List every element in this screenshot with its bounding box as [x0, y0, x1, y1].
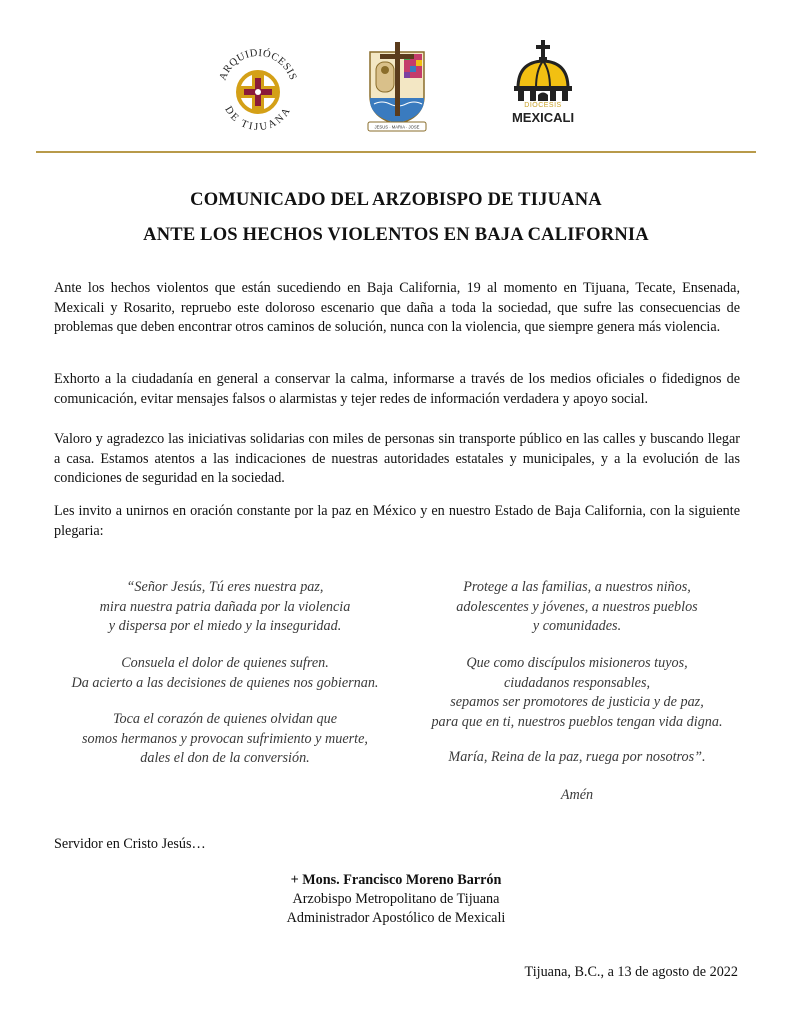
- paragraph-2: Exhorto a la ciudadanía en general a conservar la calma, informarse a través de los medios oficiales o fidedignos de comunicación, evitar mensajes falsos o alarmistas y tejer redes de información verdadera y apoyo social.: [54, 371, 740, 407]
- paragraph-1: Ante los hechos violentos que están sucediendo en Baja California, 19 al momento en Tijuana, Tecate, Ensenada, Mexicali y Rosarito, repruebo este doloroso escenario que daña a toda la sociedad, que sufre las consecuencias de problemas que deben encontrar otros caminos de solución, nunca con la violencia, que siempre genera más violencia.: [54, 280, 740, 335]
- prayer-left-stanza-3: [40, 710, 410, 769]
- archdiocese-tijuana-logo: [210, 42, 306, 138]
- prayer-line: María, Reina de la paz, ruega por nosotros”.: [448, 749, 706, 765]
- document-title-line-2: ANTE LOS HECHOS VIOLENTOS EN BAJA CALIFORNIA: [143, 225, 649, 245]
- shield-banner-text: JESUS · MARIA · JOSE: [374, 124, 420, 130]
- coat-of-arms-logo: [362, 40, 432, 132]
- prayer-left-stanza-2: [40, 654, 410, 693]
- prayer-line: Protege a las familias, a nuestros niños,: [463, 579, 691, 595]
- signatory-name: + Mons. Francisco Moreno Barrón: [290, 872, 502, 888]
- signatory-title-1: Arzobispo Metropolitano de Tijuana: [292, 891, 500, 907]
- prayer-line: “Señor Jesús, Tú eres nuestra paz,: [126, 579, 324, 595]
- diocese-label: DIÓCESIS: [524, 102, 562, 109]
- prayer-line: mira nuestra patria dañada por la violencia: [99, 598, 351, 615]
- dome-cross-icon: [506, 40, 580, 102]
- diocese-mexicali-logo: [506, 40, 580, 132]
- signatory-title-2: Administrador Apostólico de Mexicali: [286, 910, 506, 926]
- prayer-line: y dispersa por el miedo y la inseguridad.: [108, 618, 342, 634]
- prayer-line: somos hermanos y provocan sufrimiento y muerte,: [82, 730, 368, 747]
- seal-text-bottom: DE TIJUANA: [222, 104, 294, 134]
- prayer-amen: [392, 786, 762, 806]
- prayer-right-stanza-2: [392, 654, 762, 732]
- prayer-line: Da acierto a las decisiones de quienes nos gobiernan.: [71, 674, 379, 691]
- prayer-line: para que en ti, nuestros pueblos tengan vida digna.: [431, 713, 723, 730]
- prayer-line: y comunidades.: [532, 618, 622, 634]
- prayer-line: ciudadanos responsables,: [503, 674, 651, 691]
- prayer-line: Amén: [560, 787, 594, 803]
- closing-salutation: Servidor en Cristo Jesús…: [54, 836, 206, 852]
- prayer-right-stanza-3: [392, 748, 762, 768]
- paragraph-3: Valoro y agradezco las iniciativas solidarias con miles de personas sin transporte público en las calles y buscando llegar a casa. Estamos atentos a las indicaciones de nuestras autoridades estatales y municipales, y a la evolución de las condiciones de seguridad en la sociedad.: [54, 431, 740, 486]
- prayer-line: Toca el corazón de quienes olvidan que: [112, 711, 338, 727]
- prayer-right-stanza-1: [392, 578, 762, 637]
- seal-text-top: ARQUIDIÓCESIS: [217, 47, 299, 83]
- prayer-line: sepamos ser promotores de justicia y de paz,: [450, 694, 704, 710]
- document-title-line-1: COMUNICADO DEL ARZOBISPO DE TIJUANA: [190, 190, 602, 210]
- prayer-left-stanza-1: [40, 578, 410, 637]
- paragraph-4: Les invito a unirnos en oración constante por la paz en México y en nuestro Estado de Baja California, con la siguiente plegaria:: [54, 503, 740, 539]
- mexicali-label: MEXICALI: [511, 110, 575, 125]
- prayer-line: adolescentes y jóvenes, a nuestros pueblos: [456, 598, 698, 615]
- header-logos: [0, 40, 792, 140]
- prayer-line: Que como discípulos misioneros tuyos,: [466, 655, 688, 671]
- document-date: Tijuana, B.C., a 13 de agosto de 2022: [524, 964, 738, 980]
- header-divider: [36, 151, 756, 153]
- prayer-line: dales el don de la conversión.: [140, 750, 310, 766]
- prayer-line: Consuela el dolor de quienes sufren.: [121, 655, 329, 671]
